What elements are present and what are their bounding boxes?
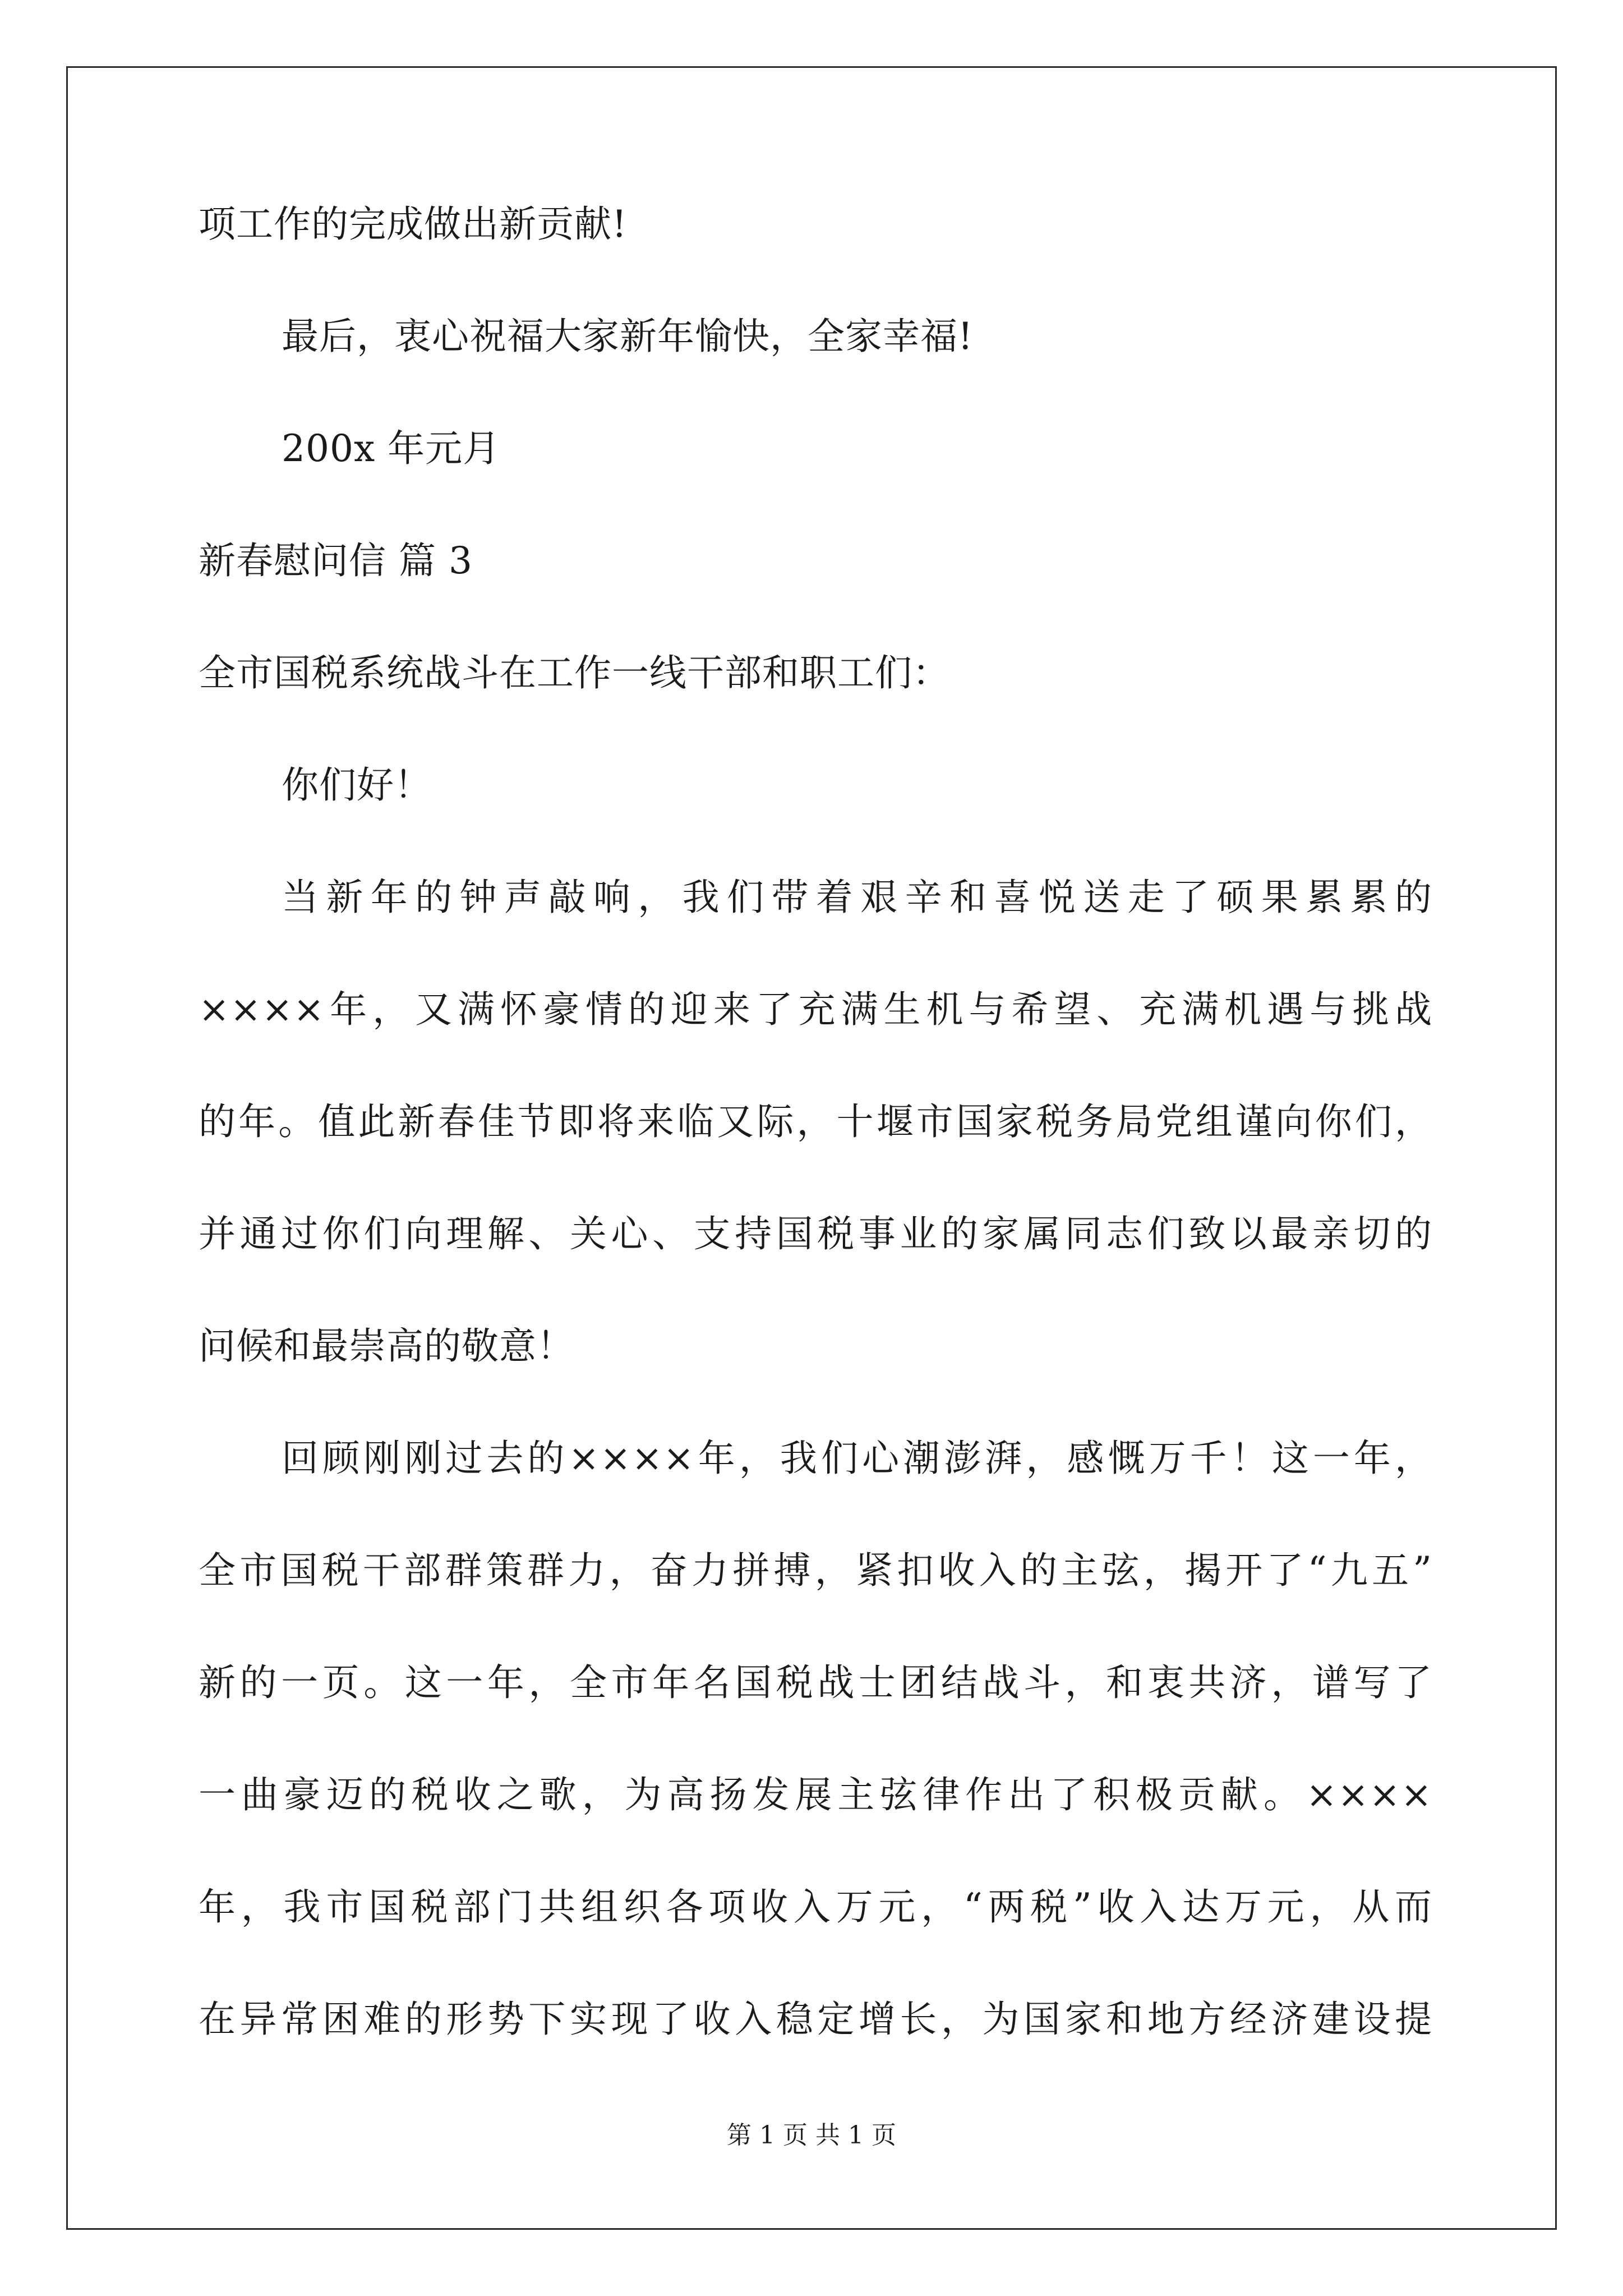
paragraph-1-line-3: 的年。值此新春佳节即将来临又际，十堰市国家税务局党组谨向你们， [199, 1100, 1432, 1143]
text-line-1: 项工作的完成做出新贡献! [199, 203, 628, 246]
paragraph-2-line-6: 在异常困难的形势下实现了收入稳定增长，为国家和地方经济建设提 [199, 1998, 1432, 2041]
paragraph-1-line-4: 并通过你们向理解、关心、支持国税事业的家属同志们致以最亲切的 [199, 1212, 1432, 1255]
paragraph-2-line-4: 一曲豪迈的税收之歌，为高扬发展主弦律作出了积极贡献。×××× [199, 1773, 1432, 1816]
paragraph-1-line-2: ××××年，又满怀豪情的迎来了充满生机与希望、充满机遇与挑战 [199, 988, 1432, 1031]
section-heading: 新春慰问信 篇 3 [199, 539, 473, 582]
greeting: 你们好！ [282, 763, 432, 807]
paragraph-2-line-5: 年，我市国税部门共组织各项收入万元，“两税”收入达万元，从而 [199, 1885, 1432, 1929]
salutation: 全市国税系统战斗在工作一线干部和职工们： [199, 651, 950, 694]
paragraph-2-line-2: 全市国税干部群策群力，奋力拼搏，紧扣收入的主弦，揭开了“九五” [199, 1549, 1432, 1592]
paragraph-2-line-3: 新的一页。这一年，全市年名国税战士团结战斗，和衷共济，谱写了 [199, 1661, 1432, 1704]
paragraph-2-line-1: 回顾刚刚过去的××××年，我们心潮澎湃，感慨万千！这一年， [282, 1437, 1432, 1480]
date-line: 200x 年元月 [282, 427, 501, 470]
text-line-2: 最后，衷心祝福大家新年愉快，全家幸福! [282, 315, 974, 358]
paragraph-1-line-1: 当新年的钟声敲响，我们带着艰辛和喜悦送走了硕果累累的 [282, 876, 1432, 919]
paragraph-1-line-5: 问候和最崇高的敬意！ [199, 1324, 574, 1368]
page-footer: 第 1 页 共 1 页 [727, 2121, 896, 2150]
